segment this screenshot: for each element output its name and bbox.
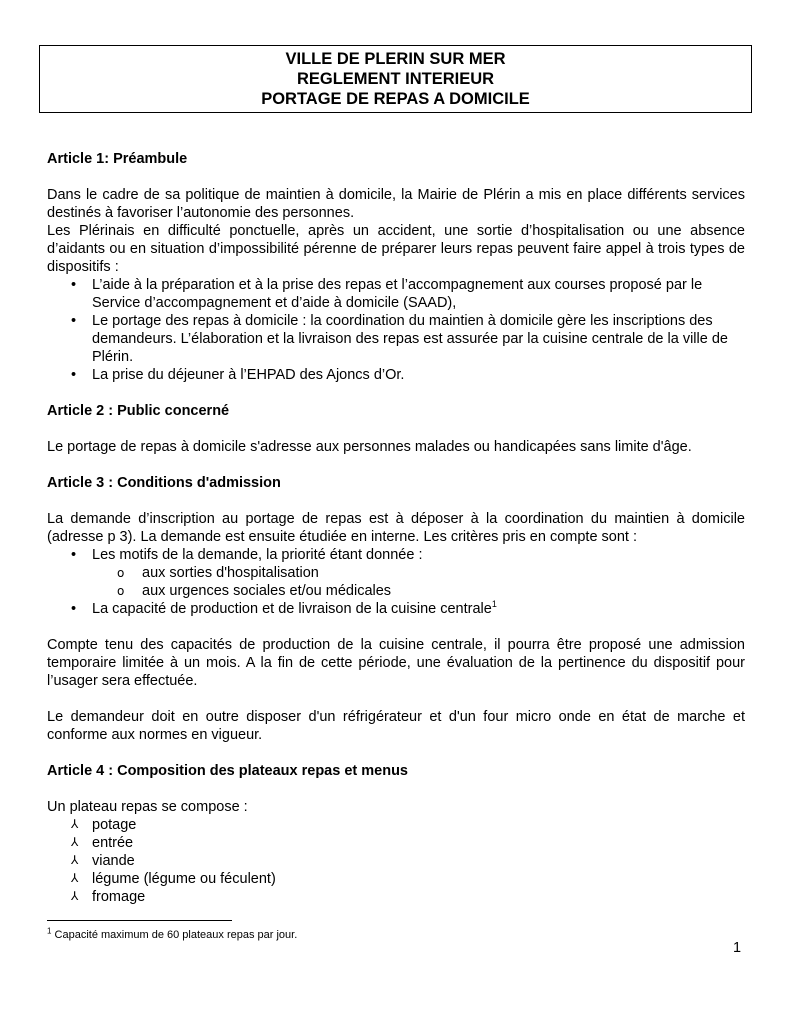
list-item: ⅄ fromage [71,889,146,905]
footnote-separator [47,920,232,921]
tripod-bullet-icon: ⅄ [71,889,79,903]
article-1-heading: Article 1: Préambule [47,151,188,167]
title-regulation: REGLEMENT INTERIEUR [296,70,495,88]
title-service: PORTAGE DE REPAS A DOMICILE [261,90,530,108]
footnote-text: Capacité maximum de 60 plateaux repas par jour. [54,929,298,941]
article-3-sublist [47,564,745,600]
article-3-paragraph-3: Le demandeur doit en outre disposer d'un réfrigérateur et d'un four micro onde en état de marche et conforme aux normes en vigueur. [47,709,745,743]
list-item: ⅄ potage [71,817,137,833]
list-item: o aux sorties d'hospitalisation [117,565,319,581]
bullet-icon: • [71,367,77,383]
article-1-paragraph-1: Dans le cadre de sa politique de maintien à domicile, la Mairie de Plérin a mis en place différents services destinés à favoriser l’autonomie des personnes. [47,187,745,221]
circle-bullet-icon: o [117,566,125,580]
article-3-list-2 [47,600,745,618]
document-body [47,150,745,906]
tripod-bullet-icon: ⅄ [71,871,79,885]
article-3-heading: Article 3 : Conditions d'admission [47,475,281,491]
article-4-intro: Un plateau repas se compose : [47,799,248,815]
bullet-icon: • [71,277,77,293]
footnote-number: 1 [47,926,52,936]
list-item: o aux urgences sociales et/ou médicales [117,583,392,599]
list-item: • La capacité de production et de livraison de la cuisine centrale$^1$ [71,599,497,617]
article-1-paragraph-2: Les Plérinais en difficulté ponctuelle, après un accident, une sortie d’hospitalisation ou une absence d’aidants ou en situation d’impossibilité pérenne de préparer leurs repas peuvent faire appel à trois types de dispositifs : [47,223,745,275]
list-item: • L’aide à la préparation et à la prise des repas et l’accompagnement aux courses proposé par le Service d’accompagnement et d’aide à domicile (SAAD), [71,277,703,311]
page-number: 1 [733,940,742,956]
article-2-paragraph: Le portage de repas à domicile s'adresse aux personnes malades ou handicapées sans limite d'âge. [47,439,692,455]
circle-bullet-icon: o [117,584,125,598]
list-item: • La prise du déjeuner à l’EHPAD des Ajoncs d’Or. [71,367,405,383]
list-item: ⅄ viande [71,853,135,869]
bullet-icon: • [71,601,77,617]
tripod-bullet-icon: ⅄ [71,817,79,831]
article-2-heading: Article 2 : Public concerné [47,403,230,419]
bullet-icon: • [71,547,77,563]
tripod-bullet-icon: ⅄ [71,853,79,867]
title-city: VILLE DE PLERIN SUR MER [285,50,506,68]
list-item: ⅄ légume (légume ou féculent) [71,871,276,887]
tripod-bullet-icon: ⅄ [71,835,79,849]
footnote [47,928,297,942]
footnote-reference: 1 [491,599,497,610]
article-3-intro: La demande d’inscription au portage de repas est à déposer à la coordination du maintien à domicile (adresse p 3). La demande est ensuite étudiée en interne. Les critères pris en compte sont : [47,511,745,545]
article-3-paragraph-2: Compte tenu des capacités de production de la cuisine centrale, il pourra être proposé une admission temporaire limitée à un mois. A la fin de cette période, une évaluation de la pertinence du dispositif pour l’usager sera effectuée. [47,637,745,689]
article-1-list [47,276,745,384]
title-box [39,45,752,113]
article-4-heading: Article 4 : Composition des plateaux repas et menus [47,763,408,779]
article-4-list [47,816,745,906]
article-3-list [47,546,745,564]
bullet-icon: • [71,313,77,329]
list-item: ⅄ entrée [71,835,134,851]
list-item: • Le portage des repas à domicile : la coordination du maintien à domicile gère les inscriptions des demandeurs. L’élaboration et la livraison des repas est assurée par la cuisine centrale de la ville de Plérin. [71,313,728,365]
list-item: • Les motifs de la demande, la priorité étant donnée : [71,547,423,563]
